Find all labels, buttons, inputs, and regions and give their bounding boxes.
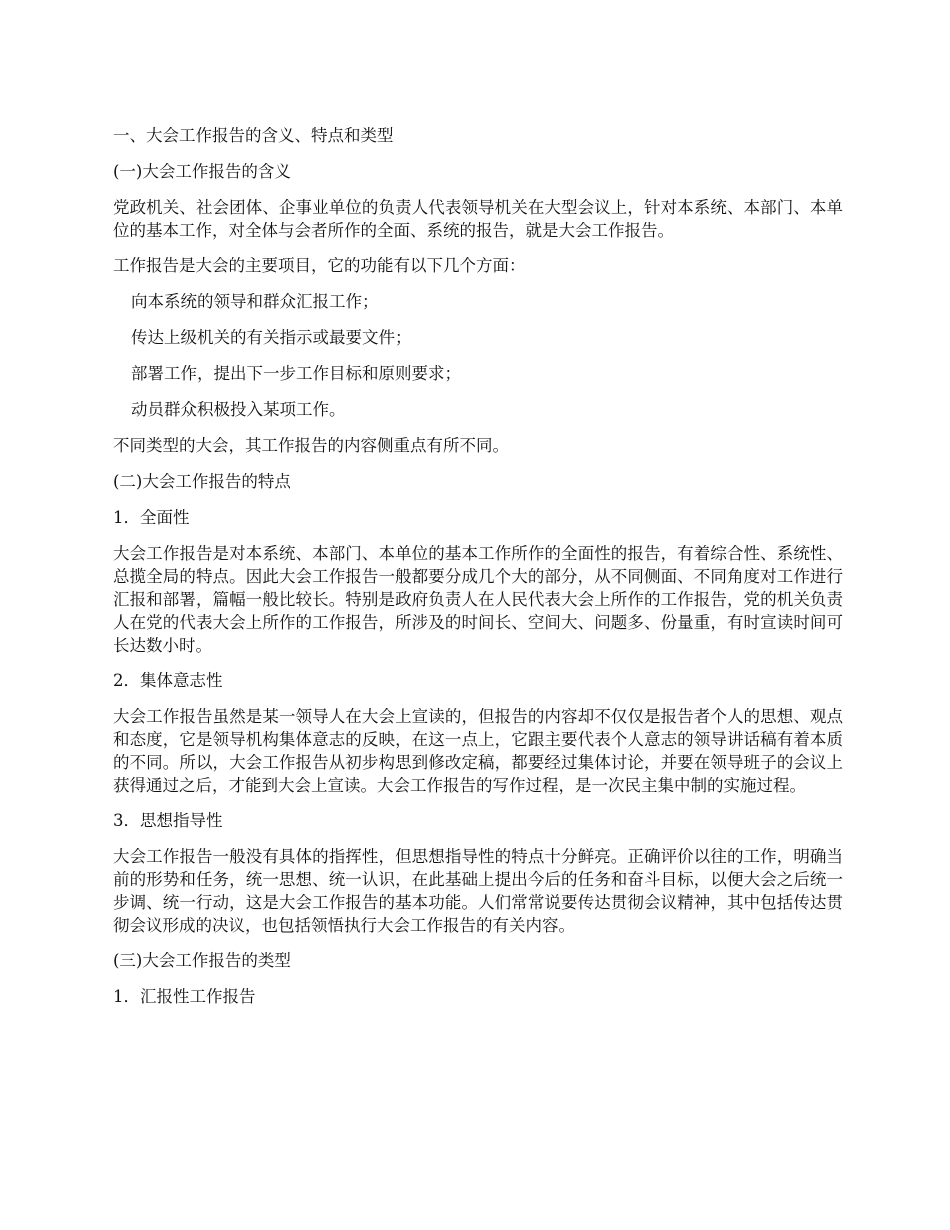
list-item: 部署工作，提出下一步工作目标和原则要求； <box>131 364 461 383</box>
document-page <box>113 124 843 1021</box>
subheading-comprehensive: 1．全面性 <box>113 508 190 527</box>
subheading-report-type: 1．汇报性工作报告 <box>113 987 256 1006</box>
section-heading-features: (二)大会工作报告的特点 <box>113 472 291 491</box>
paragraph-collective-will: 大会工作报告虽然是某一领导人在大会上宣读的，但报告的内容却不仅仅是报告者个人的思想、观点和态度，它是领导机构集体意志的反映，在这一点上，它跟主要代表个人意志的领导讲话稿有着本质的不同。所以，大会工作报告从初步构思到修改定稿，都要经过集体讨论，并要在领导班子的会议上获得通过之后，才能到大会上宣读。大会工作报告的写作过程，是一次民主集中制的实施过程。 <box>113 707 843 795</box>
subheading-ideological-guidance: 3．思想指导性 <box>113 811 223 830</box>
paragraph-comprehensive: 大会工作报告是对本系统、本部门、本单位的基本工作所作的全面性的报告，有着综合性、系统性、总揽全局的特点。因此大会工作报告一般都要分成几个大的部分，从不同侧面、不同角度对工作进行汇报和部署，篇幅一般比较长。特别是政府负责人在人民代表大会上所作的工作报告，党的机关负责人在党的代表大会上所作的工作报告，所涉及的时间长、空间大、问题多、份量重，有时宣读时间可长达数小时。 <box>113 544 843 655</box>
list-item: 传达上级机关的有关指示或最要文件； <box>131 328 412 347</box>
section-heading-meaning: (一)大会工作报告的含义 <box>113 162 291 181</box>
paragraph-definition: 党政机关、社会团体、企事业单位的负责人代表领导机关在大型会议上，针对本系统、本部门、本单位的基本工作，对全体与会者所作的全面、系统的报告，就是大会工作报告。 <box>113 198 843 240</box>
paragraph-ideological-guidance: 大会工作报告一般没有具体的指挥性，但思想指导性的特点十分鲜亮。正确评价以往的工作，明确当前的形势和任务，统一思想、统一认识，在此基础上提出今后的任务和奋斗目标，以便大会之后统一步调、统一行动，这是大会工作报告的基本功能。人们常常说要传达贯彻会议精神，其中包括传达贯彻会议形成的决议，也包括领悟执行大会工作报告的有关内容。 <box>113 847 843 935</box>
list-item: 向本系统的领导和群众汇报工作； <box>131 292 379 311</box>
paragraph-emphasis-note: 不同类型的大会，其工作报告的内容侧重点有所不同。 <box>113 436 509 455</box>
list-item: 动员群众积极投入某项工作。 <box>131 400 346 419</box>
paragraph-functions-intro: 工作报告是大会的主要项目，它的功能有以下几个方面： <box>113 256 526 275</box>
heading-main: 一、大会工作报告的含义、特点和类型 <box>113 126 394 145</box>
section-heading-types: (三)大会工作报告的类型 <box>113 951 291 970</box>
subheading-collective-will: 2．集体意志性 <box>113 671 223 690</box>
